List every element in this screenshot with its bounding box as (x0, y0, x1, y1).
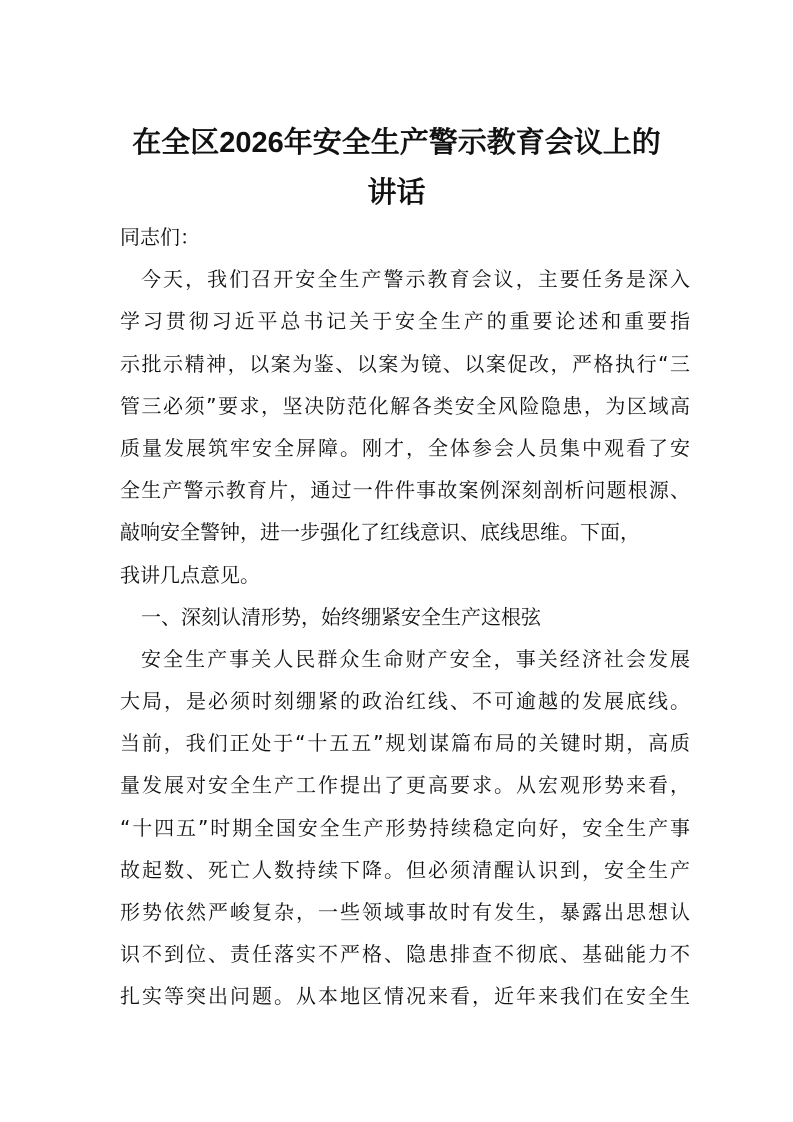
body-text-line: 敲响安全警钟，进一步强化了红线意识、底线思维。下面， (120, 520, 640, 545)
document-body (120, 216, 690, 1018)
salutation: 同志们： (120, 225, 200, 249)
body-text-line: 识不到位、责任落实不严格、隐患排查不彻底、基础能力不 (120, 942, 690, 967)
body-text-line: 我讲几点意见。 (120, 562, 260, 587)
body-text-line: 今天，我们召开安全生产警示教育会议，主要任务是深入 (141, 267, 690, 292)
body-text-line: “十四五”时期全国安全生产形势持续稳定向好，安全生产事 (120, 815, 690, 840)
body-text-line: 形势依然严峻复杂，一些领域事故时有发生，暴露出思想认 (120, 900, 690, 924)
body-text-line: 管三必须”要求，坚决防范化解各类安全风险隐患，为区域高 (120, 393, 690, 418)
section-heading: 一、深刻认清形势，始终绷紧安全生产这根弦 (141, 604, 541, 629)
body-text-line: 安全生产事关人民群众生命财产安全，事关经济社会发展 (141, 646, 690, 671)
document-title-line-1: 在全区2026年安全生产警示教育会议上的 (132, 127, 661, 159)
body-text-line: 扎实等突出问题。从本地区情况来看，近年来我们在安全生 (120, 984, 690, 1009)
body-text-line: 大局，是必须时刻绷紧的政治红线、不可逾越的发展底线。 (120, 689, 690, 714)
document-title-line-2: 讲话 (367, 177, 426, 209)
body-text-line: 故起数、死亡人数持续下降。但必须清醒认识到，安全生产 (120, 857, 690, 882)
body-text-line: 当前，我们正处于“十五五”规划谋篇布局的关键时期，高质 (120, 731, 690, 756)
body-text-line: 全生产警示教育片，通过一件件事故案例深刻剖析问题根源、 (120, 478, 690, 503)
body-text-line: 量发展对安全生产工作提出了更高要求。从宏观形势来看， (120, 773, 690, 798)
body-text-line: 学习贯彻习近平总书记关于安全生产的重要论述和重要指 (120, 309, 690, 334)
body-text-line: 质量发展筑牢安全屏障。刚才，全体参会人员集中观看了安 (120, 435, 690, 460)
body-text-line: 示批示精神，以案为鉴、以案为镜、以案促改，严格执行“三 (120, 351, 690, 376)
